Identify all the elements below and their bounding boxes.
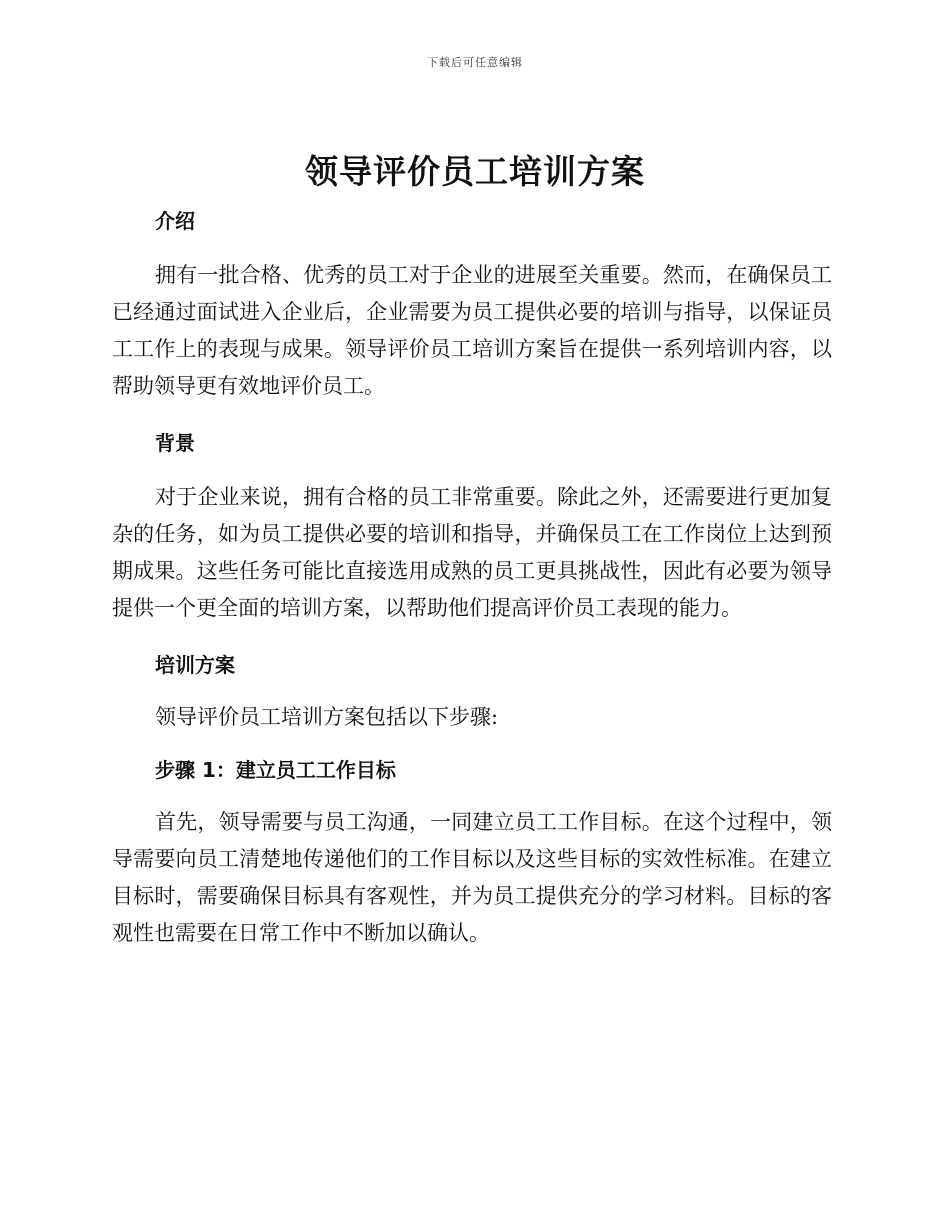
document-title: 领导评价员工培训方案 xyxy=(305,152,645,191)
document-body xyxy=(112,203,832,952)
section-heading-plan: 培训方案 xyxy=(155,653,235,677)
paragraph-plan: 领导评价员工培训方案包括以下步骤: xyxy=(155,705,499,729)
paragraph-step1: 首先，领导需要与员工沟通，一同建立员工工作目标。在这个过程中，领导需要向员工清楚地传递他们的工作目标以及这些目标的实效性标准。在建立目标时，需要确保目标具有客观性，并为员工提供充分的学习材料。目标的客观性也需要在日常工作中不断加以确认。 xyxy=(112,810,832,945)
header-note: 下载后可任意编辑 xyxy=(427,56,523,69)
paragraph-intro: 拥有一批合格、优秀的员工对于企业的进展至关重要。然而，在确保员工已经通过面试进入企业后，企业需要为员工提供必要的培训与指导，以保证员工工作上的表现与成果。领导评价员工培训方案旨在提供一系列培训内容，以帮助领导更有效地评价员工。 xyxy=(112,263,832,398)
section-heading-step1: 步骤 1：建立员工工作目标 xyxy=(155,758,396,782)
paragraph-background: 对于企业来说，拥有合格的员工非常重要。除此之外，还需要进行更加复杂的任务，如为员工提供必要的培训和指导，并确保员工在工作岗位上达到预期成果。这些任务可能比直接选用成熟的员工更具挑战性，因此有必要为领导提供一个更全面的培训方案，以帮助他们提高评价员工表现的能力。 xyxy=(112,485,832,620)
section-heading-intro: 介绍 xyxy=(155,209,195,233)
section-heading-background: 背景 xyxy=(155,431,195,455)
